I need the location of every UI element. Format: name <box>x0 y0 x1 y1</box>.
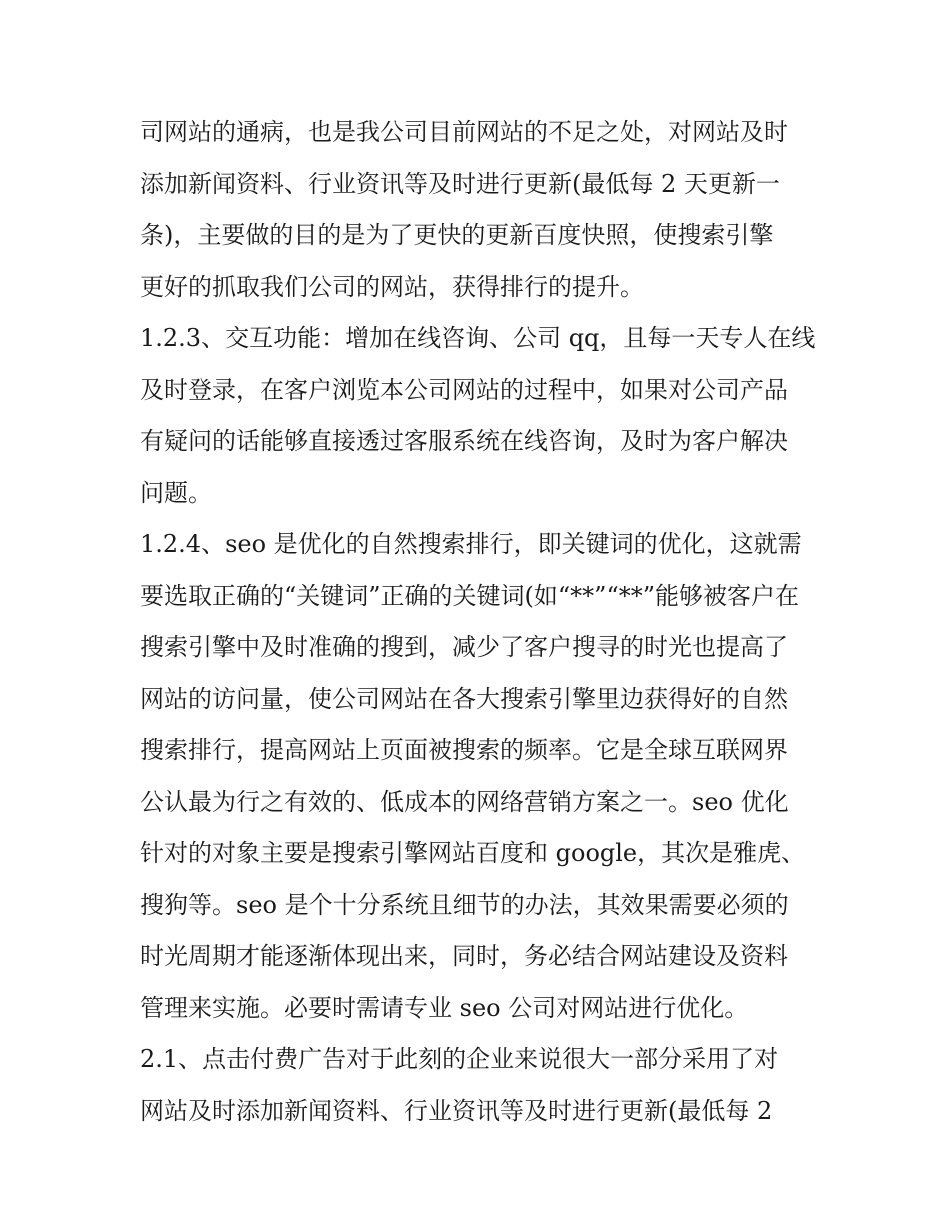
text-line: 条)，主要做的目的是为了更快的更新百度快照，使搜索引擎 <box>140 221 774 249</box>
text-line: 及时登录，在客户浏览本公司网站的过程中，如果对公司产品 <box>140 375 788 404</box>
text-line: 针对的对象主要是搜索引擎网站百度和 google，其次是雅虎、 <box>140 839 806 867</box>
section-2-1-line: 2.1、点击付费广告对于此刻的企业来说很大一部分采用了对 <box>140 1045 779 1073</box>
text-line: 时光周期才能逐渐体现出来，同时，务必结合网站建设及资料 <box>140 942 788 970</box>
text-line: 司网站的通病，也是我公司目前网站的不足之处，对网站及时 <box>140 118 788 146</box>
section-1-2-4-line: 1.2.4、seo 是优化的自然搜索排行，即关键词的优化，这就需 <box>140 530 802 558</box>
text-line: 有疑问的话能够直接透过客服系统在线咨询，及时为客户解决 <box>140 427 788 455</box>
text-line: 网站及时添加新闻资料、行业资讯等及时进行更新(最低每 2 <box>140 1096 773 1125</box>
text-line: 网站的访问量，使公司网站在各大搜索引擎里边获得好的自然 <box>140 684 788 713</box>
text-line: 搜狗等。seo 是个十分系统且细节的办法，其效果需要必须的 <box>140 890 789 919</box>
text-line: 问题。 <box>140 478 212 507</box>
body-text <box>140 107 820 1137</box>
text-line: 添加新闻资料、行业资讯等及时进行更新(最低每 2 天更新一 <box>140 169 780 198</box>
text-line: 管理来实施。必要时需请专业 seo 公司对网站进行优化。 <box>140 993 749 1022</box>
text-line: 搜索排行，提高网站上页面被搜索的频率。它是全球互联网界 <box>140 736 788 764</box>
text-line: 公认最为行之有效的、低成本的网络营销方案之一。seo 优化 <box>140 787 789 816</box>
text-line: 搜索引擎中及时准确的搜到，减少了客户搜寻的时光也提高了 <box>140 633 788 661</box>
section-1-2-3-line: 1.2.3、交互功能：增加在线咨询、公司 qq，且每一天专人在线 <box>140 324 816 352</box>
text-line: 要选取正确的“关键词”正确的关键词(如“**”“**”能够被客户在 <box>140 581 799 610</box>
text-line: 更好的抓取我们公司的网站，获得排行的提升。 <box>140 272 644 301</box>
